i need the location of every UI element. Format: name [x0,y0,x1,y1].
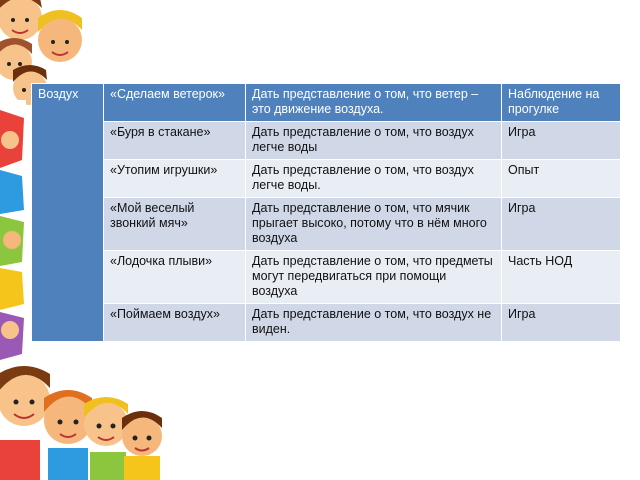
game-cell: «Буря в стакане» [104,122,246,160]
child-face-icon [0,0,42,40]
goal-cell: Дать представление о том, что ветер – это движение воздуха. [246,84,502,122]
goal-cell: Дать представление о том, что воздух не виден. [246,304,502,342]
form-cell: Часть НОД [502,251,621,304]
goal-cell: Дать представление о том, что мячик прыгает высоко, потому что в нём много воздуха [246,198,502,251]
table-row [32,198,621,251]
game-cell: «Мой веселый звонкий мяч» [104,198,246,251]
child-face-icon [0,366,50,480]
topic-cell: Воздух [32,84,104,342]
form-cell: Опыт [502,160,621,198]
game-cell: «Сделаем ветерок» [104,84,246,122]
form-cell: Наблюдение на прогулке [502,84,621,122]
table-row [32,304,621,342]
form-cell: Игра [502,304,621,342]
table-row [32,160,621,198]
game-cell: «Утопим игрушки» [104,160,246,198]
game-cell: «Лодочка плыви» [104,251,246,304]
table-row [32,122,621,160]
goal-cell: Дать представление о том, что воздух легче воды. [246,160,502,198]
child-face-icon [122,411,162,480]
table-row [32,251,621,304]
goal-cell: Дать представление о том, что предметы могут передвигаться при помощи воздуха [246,251,502,304]
game-cell: «Поймаем воздух» [104,304,246,342]
form-cell: Игра [502,122,621,160]
table-row [32,84,621,122]
goal-cell: Дать представление о том, что воздух легче воды [246,122,502,160]
experiments-table [31,83,621,342]
child-face-icon [44,390,92,480]
child-face-icon [38,10,82,62]
form-cell: Игра [502,198,621,251]
child-face-icon [84,397,128,480]
